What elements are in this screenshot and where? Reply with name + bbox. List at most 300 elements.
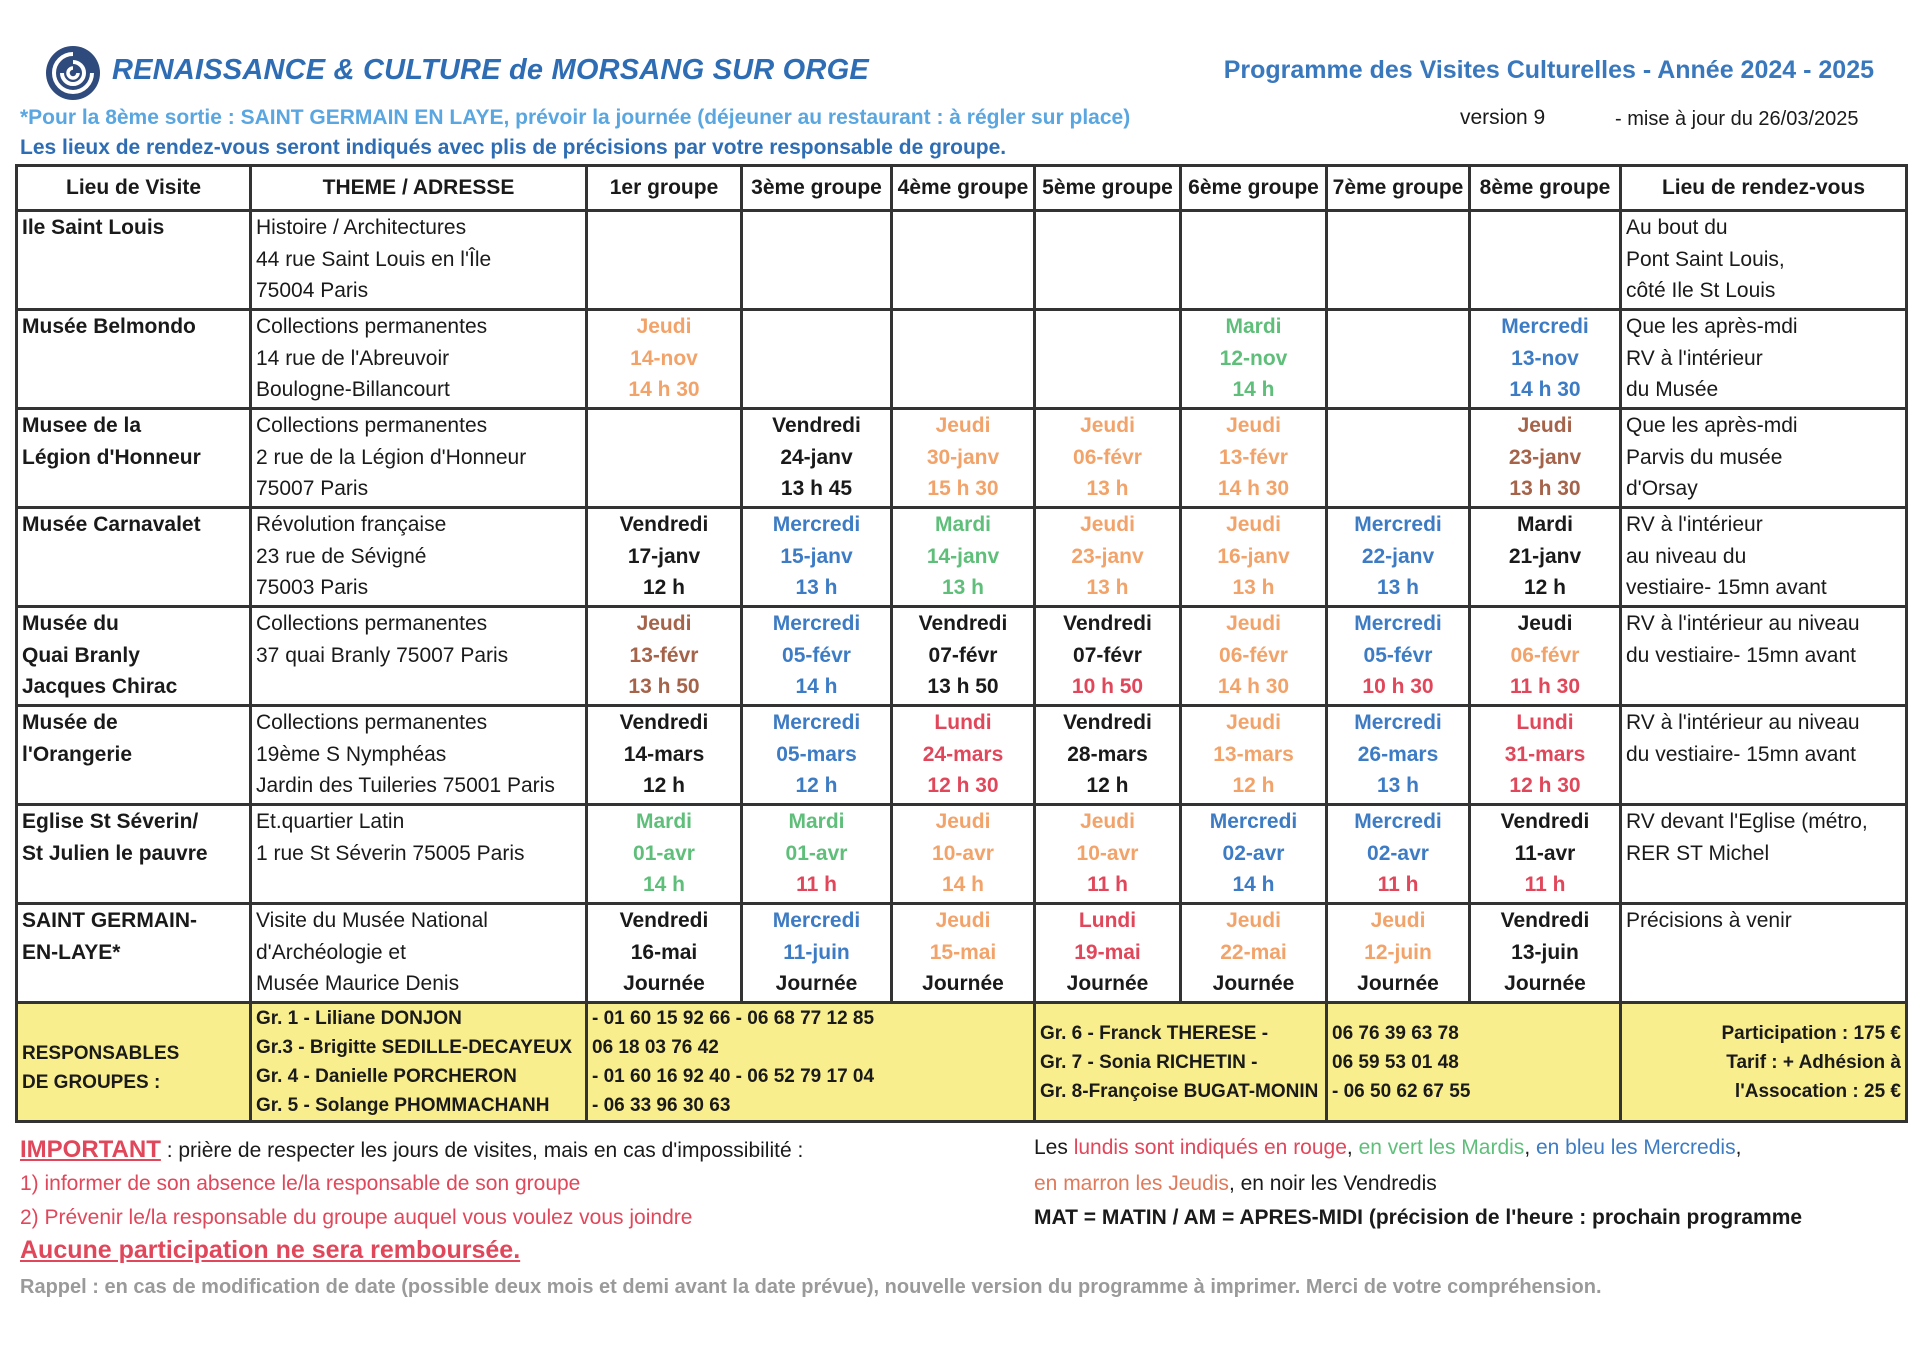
visit-day: Vendredi bbox=[1500, 909, 1590, 932]
visit-day: Lundi bbox=[934, 711, 992, 734]
visit-place-cell bbox=[17, 706, 251, 805]
legend-text: , bbox=[1346, 1136, 1359, 1159]
visit-place: Quai Branly bbox=[22, 643, 140, 667]
visit-date: 15-mai bbox=[929, 940, 997, 964]
table-row bbox=[17, 211, 1907, 310]
visit-time: Journée bbox=[775, 972, 858, 995]
meeting-place-line: RV à l'intérieur au niveau bbox=[1626, 612, 1860, 635]
visit-time: 14 h bbox=[941, 873, 985, 896]
meeting-place-cell bbox=[1621, 904, 1907, 1003]
legend-jeudis: en marron les Jeudis bbox=[1034, 1172, 1229, 1195]
responsables-title: DE GROUPES : bbox=[22, 1072, 161, 1093]
group-visit-cell bbox=[742, 607, 892, 706]
visit-time: 12 h bbox=[1086, 774, 1129, 797]
visit-day: Mercredi bbox=[772, 909, 861, 932]
meeting-place-line: Précisions à venir bbox=[1626, 909, 1792, 932]
theme-address-line: Boulogne-Billancourt bbox=[256, 378, 450, 401]
group-visit-cell bbox=[1327, 607, 1470, 706]
visit-place: St Julien le pauvre bbox=[22, 841, 208, 865]
visit-day: Mardi bbox=[1516, 513, 1573, 536]
visit-day: Vendredi bbox=[1063, 711, 1152, 734]
no-refund-notice: Aucune participation ne sera remboursée. bbox=[20, 1236, 521, 1264]
theme-address-line: Et.quartier Latin bbox=[256, 810, 405, 833]
visit-place-cell bbox=[17, 805, 251, 904]
visit-time: 15 h 30 bbox=[927, 477, 999, 500]
group-visit-cell bbox=[1470, 904, 1621, 1003]
group-visit-cell bbox=[1470, 706, 1621, 805]
meeting-place-line: RV à l'intérieur au niveau bbox=[1626, 711, 1860, 734]
visit-time: 13 h bbox=[795, 576, 838, 599]
visit-day: Jeudi bbox=[1226, 612, 1281, 635]
responsable-name: Gr. 6 - Franck THERESE - bbox=[1040, 1022, 1269, 1044]
visit-date: 05-févr bbox=[1363, 643, 1433, 667]
responsable-phone: - 01 60 16 92 40 - 06 52 79 17 04 bbox=[592, 1066, 875, 1087]
col-header: 3ème groupe bbox=[742, 166, 892, 211]
visit-date: 19-mai bbox=[1074, 940, 1141, 964]
legend-line-1 bbox=[1034, 1136, 1741, 1160]
theme-address-cell bbox=[251, 508, 587, 607]
group-visit-cell bbox=[742, 706, 892, 805]
visit-date: 13-juin bbox=[1511, 940, 1579, 964]
theme-address-line: 75004 Paris bbox=[256, 279, 369, 302]
group-visit-cell bbox=[587, 706, 742, 805]
visit-date: 01-avr bbox=[633, 841, 695, 865]
visit-time: 12 h bbox=[1523, 576, 1567, 599]
visit-place: Légion d'Honneur bbox=[22, 445, 201, 469]
responsables-row bbox=[17, 1003, 1907, 1122]
visit-day: Mercredi bbox=[1354, 810, 1442, 833]
theme-address-line: 19ème S Nymphéas bbox=[256, 742, 447, 766]
visit-day: Vendredi bbox=[918, 612, 1008, 635]
visit-day: Jeudi bbox=[1226, 414, 1281, 437]
table-row bbox=[17, 904, 1907, 1003]
reminder-text: Rappel : en cas de modification de date (possible deux mois et demi avant la date prévue), nouvelle version du programme à imprimer. Merci de votre compréhension. bbox=[20, 1276, 1602, 1298]
responsable-name: Gr. 4 - Danielle PORCHERON bbox=[256, 1066, 517, 1087]
responsable-name: Gr. 8-Françoise BUGAT-MONIN bbox=[1040, 1080, 1319, 1102]
theme-address-cell bbox=[251, 805, 587, 904]
group-visit-cell bbox=[892, 508, 1035, 607]
visit-time: 13 h bbox=[1376, 576, 1420, 599]
meeting-place-line: Que les après-mdi bbox=[1626, 315, 1798, 338]
visit-time: 13 h bbox=[1086, 477, 1129, 500]
theme-address-line: Collections permanentes bbox=[256, 711, 488, 734]
visit-date: 23-janv bbox=[1508, 445, 1582, 469]
version-label: version 9 bbox=[1460, 106, 1546, 129]
meeting-place-line: vestiaire- 15mn avant bbox=[1626, 576, 1827, 599]
visit-day: Jeudi bbox=[935, 810, 991, 833]
meeting-place-line: Que les après-mdi bbox=[1626, 414, 1798, 437]
visit-date: 12-nov bbox=[1219, 346, 1288, 370]
theme-address-line: 44 rue Saint Louis en l'Île bbox=[256, 247, 492, 271]
responsable-name: Gr. 7 - Sonia RICHETIN - bbox=[1040, 1051, 1258, 1073]
visit-place-cell bbox=[17, 310, 251, 409]
theme-address-cell bbox=[251, 904, 587, 1003]
visit-time: 12 h bbox=[1232, 774, 1275, 797]
group-visit-cell bbox=[742, 409, 892, 508]
visit-day: Mardi bbox=[934, 513, 991, 536]
visit-day: Jeudi bbox=[1080, 810, 1135, 833]
visit-day: Jeudi bbox=[636, 612, 692, 635]
group-visit-cell bbox=[1181, 607, 1327, 706]
visit-date: 11-avr bbox=[1514, 841, 1576, 865]
visit-day: Jeudi bbox=[1226, 909, 1281, 932]
visit-day: Mercredi bbox=[1354, 711, 1442, 734]
visit-date: 22-mai bbox=[1220, 940, 1287, 964]
visit-date: 10-avr bbox=[1076, 841, 1139, 865]
col-header: 6ème groupe bbox=[1181, 166, 1327, 211]
theme-address-line: Collections permanentes bbox=[256, 315, 488, 338]
note-8th-outing: *Pour la 8ème sortie : SAINT GERMAIN EN LAYE, prévoir la journée (déjeuner au restaurant : à régler sur place) bbox=[20, 106, 1131, 129]
meeting-place-line: RV à l'intérieur bbox=[1626, 346, 1763, 370]
visit-day: Vendredi bbox=[619, 513, 709, 536]
meeting-place-line: RV devant l'Eglise (métro, bbox=[1626, 810, 1868, 833]
visit-time: Journée bbox=[1212, 972, 1295, 995]
group-visit-cell bbox=[892, 607, 1035, 706]
participation-line: l'Assocation : 25 € bbox=[1734, 1080, 1901, 1102]
group-visit-cell bbox=[587, 508, 742, 607]
visit-date: 14-mars bbox=[623, 742, 705, 766]
group-visit-cell bbox=[1035, 211, 1181, 310]
group-visit-cell bbox=[587, 211, 742, 310]
group-visit-cell bbox=[742, 310, 892, 409]
visit-time: 13 h bbox=[941, 576, 985, 599]
table-row bbox=[17, 607, 1907, 706]
table-header-row bbox=[17, 166, 1907, 211]
group-visit-cell bbox=[1181, 904, 1327, 1003]
visit-date: 06-févr bbox=[1073, 445, 1142, 469]
group-visit-cell bbox=[1327, 409, 1470, 508]
group-visit-cell bbox=[1327, 211, 1470, 310]
theme-address-line: 75003 Paris bbox=[256, 576, 369, 599]
important-line bbox=[20, 1136, 803, 1164]
visit-day: Mercredi bbox=[1354, 513, 1442, 536]
visit-day: Mardi bbox=[635, 810, 692, 833]
visit-day: Jeudi bbox=[636, 315, 692, 338]
visit-day: Lundi bbox=[1078, 909, 1137, 932]
visit-place: EN-LAYE* bbox=[22, 940, 121, 964]
responsable-phone: - 06 50 62 67 55 bbox=[1332, 1080, 1471, 1102]
visit-time: 14 h 30 bbox=[1217, 675, 1290, 698]
visit-day: Mercredi bbox=[772, 711, 861, 734]
legend-mat-am: MAT = MATIN / AM = APRES-MIDI (précision de l'heure : prochain programme bbox=[1034, 1206, 1803, 1229]
visit-time: 11 h bbox=[1524, 873, 1566, 896]
group-visit-cell bbox=[1470, 607, 1621, 706]
visit-date: 13-nov bbox=[1511, 346, 1579, 370]
program-title: Programme des Visites Culturelles - Année 2024 - 2025 bbox=[1223, 56, 1874, 84]
update-date: - mise à jour du 26/03/2025 bbox=[1615, 108, 1859, 130]
responsable-phone: - 06 33 96 30 63 bbox=[592, 1095, 731, 1116]
visit-time: Journée bbox=[1066, 972, 1149, 995]
visit-date: 31-mars bbox=[1504, 742, 1586, 766]
group-visit-cell bbox=[587, 904, 742, 1003]
visit-day: Vendredi bbox=[1063, 612, 1152, 635]
visit-time: 13 h 30 bbox=[1509, 477, 1581, 500]
visit-day: Jeudi bbox=[935, 414, 991, 437]
col-header: 4ème groupe bbox=[892, 166, 1035, 211]
theme-address-line: Révolution française bbox=[256, 513, 447, 536]
visit-date: 23-janv bbox=[1071, 544, 1144, 568]
visit-date: 16-janv bbox=[1217, 544, 1290, 568]
page-header bbox=[44, 44, 1874, 104]
group-visit-cell bbox=[1470, 310, 1621, 409]
group-visit-cell bbox=[1470, 508, 1621, 607]
col-header: 8ème groupe bbox=[1470, 166, 1621, 211]
visit-time: 14 h 30 bbox=[628, 378, 700, 401]
theme-address-line: 1 rue St Séverin 75005 Paris bbox=[256, 841, 525, 865]
participation-line: Tarif : + Adhésion à bbox=[1726, 1051, 1901, 1073]
visit-time: 12 h bbox=[795, 774, 838, 797]
visit-place-cell bbox=[17, 211, 251, 310]
responsable-name: Gr. 1 - Liliane DONJON bbox=[256, 1008, 462, 1029]
group-visit-cell bbox=[1181, 409, 1327, 508]
group-visit-cell bbox=[1181, 211, 1327, 310]
theme-address-cell bbox=[251, 607, 587, 706]
visit-day: Jeudi bbox=[1370, 909, 1426, 932]
table-row bbox=[17, 805, 1907, 904]
theme-address-line: Visite du Musée National bbox=[256, 909, 488, 932]
visit-place-cell bbox=[17, 607, 251, 706]
visit-day: Vendredi bbox=[772, 414, 861, 437]
visit-time: Journée bbox=[922, 972, 1004, 995]
responsables-names-b bbox=[1035, 1003, 1327, 1122]
visit-day: Vendredi bbox=[619, 909, 709, 932]
visit-date: 26-mars bbox=[1357, 742, 1439, 766]
legend-mercredis: en bleu les Mercredis bbox=[1535, 1136, 1736, 1159]
group-visit-cell bbox=[892, 211, 1035, 310]
group-visit-cell bbox=[892, 706, 1035, 805]
visit-place: Musee de la bbox=[22, 414, 142, 437]
visit-time: 13 h bbox=[1232, 576, 1275, 599]
visit-time: 12 h 30 bbox=[1509, 774, 1581, 797]
group-visit-cell bbox=[1181, 805, 1327, 904]
visit-day: Jeudi bbox=[1080, 513, 1135, 536]
responsable-phone: 06 18 03 76 42 bbox=[592, 1037, 719, 1058]
organization-title: RENAISSANCE & CULTURE de MORSANG SUR ORGE bbox=[112, 54, 869, 86]
visit-day: Vendredi bbox=[1500, 810, 1590, 833]
col-header: THEME / ADRESSE bbox=[251, 166, 587, 211]
visit-day: Vendredi bbox=[619, 711, 709, 734]
visit-time: Journée bbox=[623, 972, 705, 995]
col-header: Lieu de rendez-vous bbox=[1621, 166, 1907, 211]
visit-time: 11 h bbox=[796, 873, 837, 896]
visit-place-cell bbox=[17, 409, 251, 508]
theme-address-line: Jardin des Tuileries 75001 Paris bbox=[256, 774, 555, 797]
visit-day: Mercredi bbox=[1209, 810, 1298, 833]
visit-time: Journée bbox=[1357, 972, 1439, 995]
theme-address-line: 2 rue de la Légion d'Honneur bbox=[256, 445, 527, 469]
visit-time: 14 h 30 bbox=[1217, 477, 1290, 500]
meeting-place-cell bbox=[1621, 409, 1907, 508]
visit-date: 16-mai bbox=[630, 940, 698, 964]
visit-date: 06-févr bbox=[1219, 643, 1288, 667]
table-row bbox=[17, 508, 1907, 607]
visit-time: 13 h bbox=[1086, 576, 1129, 599]
legend-text: , bbox=[1524, 1136, 1536, 1159]
group-visit-cell bbox=[742, 508, 892, 607]
responsable-name: Gr. 5 - Solange PHOMMACHANH bbox=[256, 1095, 550, 1116]
group-visit-cell bbox=[892, 310, 1035, 409]
visit-day: Mercredi bbox=[772, 513, 861, 536]
meeting-place-cell bbox=[1621, 310, 1907, 409]
visit-date: 28-mars bbox=[1067, 742, 1148, 766]
meeting-place-line: d'Orsay bbox=[1626, 477, 1698, 500]
legend-mardis: en vert les Mardis bbox=[1358, 1136, 1525, 1159]
visit-time: 13 h bbox=[1376, 774, 1420, 797]
group-visit-cell bbox=[1327, 805, 1470, 904]
group-visit-cell bbox=[1181, 706, 1327, 805]
col-header: Lieu de Visite bbox=[17, 166, 251, 211]
visit-time: 11 h 30 bbox=[1509, 675, 1581, 698]
group-visit-cell bbox=[1327, 904, 1470, 1003]
group-visit-cell bbox=[1470, 211, 1621, 310]
visit-day: Jeudi bbox=[1517, 612, 1573, 635]
group-visit-cell bbox=[1327, 508, 1470, 607]
group-visit-cell bbox=[892, 904, 1035, 1003]
group-visit-cell bbox=[1035, 805, 1181, 904]
theme-address-line: d'Archéologie et bbox=[256, 940, 406, 964]
important-label: IMPORTANT bbox=[20, 1136, 161, 1163]
group-visit-cell bbox=[1035, 706, 1181, 805]
visit-place: Ile Saint Louis bbox=[22, 216, 165, 239]
table-row bbox=[17, 310, 1907, 409]
visit-place: SAINT GERMAIN- bbox=[22, 909, 197, 932]
visit-date: 12-juin bbox=[1364, 940, 1432, 964]
responsable-name: Gr.3 - Brigitte SEDILLE-DECAYEUX bbox=[256, 1037, 573, 1058]
participation-cell bbox=[1621, 1003, 1907, 1122]
legend-lundis: lundis sont indiqués en rouge bbox=[1073, 1136, 1347, 1159]
theme-address-line: Musée Maurice Denis bbox=[256, 972, 460, 995]
visit-time: 10 h 30 bbox=[1362, 675, 1434, 698]
visit-time: 13 h 50 bbox=[628, 675, 700, 698]
visit-place: Musée du bbox=[22, 612, 119, 635]
visit-place: Musée Carnavalet bbox=[22, 513, 201, 536]
visit-time: 10 h 50 bbox=[1071, 675, 1144, 698]
participation-line: Participation : 175 € bbox=[1721, 1022, 1901, 1044]
group-visit-cell bbox=[587, 310, 742, 409]
visit-time: 14 h bbox=[1232, 378, 1275, 401]
visit-time: 11 h bbox=[1377, 873, 1419, 896]
group-visit-cell bbox=[892, 409, 1035, 508]
group-visit-cell bbox=[1327, 310, 1470, 409]
table-row bbox=[17, 706, 1907, 805]
theme-address-line: 37 quai Branly 75007 Paris bbox=[256, 643, 509, 667]
group-visit-cell bbox=[1181, 508, 1327, 607]
group-visit-cell bbox=[1035, 607, 1181, 706]
visit-day: Lundi bbox=[1516, 711, 1574, 734]
group-visit-cell bbox=[1035, 310, 1181, 409]
visit-date: 07-févr bbox=[1073, 643, 1142, 667]
visit-date: 10-avr bbox=[932, 841, 994, 865]
theme-address-cell bbox=[251, 706, 587, 805]
col-header: 7ème groupe bbox=[1327, 166, 1470, 211]
group-visit-cell bbox=[587, 409, 742, 508]
visit-time: 14 h 30 bbox=[1509, 378, 1581, 401]
group-visit-cell bbox=[742, 805, 892, 904]
visits-table bbox=[15, 164, 1908, 1123]
group-visit-cell bbox=[587, 805, 742, 904]
col-header: 1er groupe bbox=[587, 166, 742, 211]
table-row bbox=[17, 409, 1907, 508]
visit-date: 06-févr bbox=[1510, 643, 1580, 667]
visit-day: Mercredi bbox=[772, 612, 861, 635]
theme-address-cell bbox=[251, 211, 587, 310]
meeting-place-line: RER ST Michel bbox=[1626, 841, 1770, 865]
meeting-place-cell bbox=[1621, 805, 1907, 904]
visit-time: 12 h 30 bbox=[927, 774, 999, 797]
theme-address-line: Collections permanentes bbox=[256, 414, 488, 437]
visit-date: 13-févr bbox=[1219, 445, 1288, 469]
group-visit-cell bbox=[742, 904, 892, 1003]
visit-day: Jeudi bbox=[1226, 513, 1281, 536]
responsables-phones-b bbox=[1327, 1003, 1621, 1122]
meeting-place-line: côté Ile St Louis bbox=[1626, 279, 1776, 302]
theme-address-cell bbox=[251, 310, 587, 409]
meeting-place-line: au niveau du bbox=[1626, 544, 1747, 568]
rule-1: 1) informer de son absence le/la responsable de son groupe bbox=[20, 1172, 581, 1195]
meeting-place-cell bbox=[1621, 607, 1907, 706]
visit-date: 13-mars bbox=[1213, 742, 1294, 766]
responsables-names-a bbox=[251, 1003, 587, 1122]
visit-date: 17-janv bbox=[627, 544, 701, 568]
meeting-place-line: du vestiaire- 15mn avant bbox=[1626, 742, 1856, 766]
visit-date: 02-avr bbox=[1222, 841, 1285, 865]
group-visit-cell bbox=[587, 607, 742, 706]
visit-day: Jeudi bbox=[1517, 414, 1573, 437]
col-header: 5ème groupe bbox=[1035, 166, 1181, 211]
visit-date: 05-févr bbox=[782, 643, 851, 667]
group-visit-cell bbox=[1327, 706, 1470, 805]
visit-place: Jacques Chirac bbox=[22, 675, 178, 698]
visit-date: 11-juin bbox=[783, 940, 850, 964]
visit-day: Mardi bbox=[1225, 315, 1282, 338]
visit-day: Mercredi bbox=[1354, 612, 1442, 635]
group-visit-cell bbox=[1035, 508, 1181, 607]
theme-address-line: Collections permanentes bbox=[256, 612, 488, 635]
visit-day: Mardi bbox=[788, 810, 845, 833]
meeting-place-line: Au bout du bbox=[1626, 216, 1728, 239]
visit-date: 22-janv bbox=[1361, 544, 1435, 568]
visit-date: 07-févr bbox=[928, 643, 998, 667]
meeting-place-line: du vestiaire- 15mn avant bbox=[1626, 643, 1856, 667]
note-meeting-places: Les lieux de rendez-vous seront indiqués avec plis de précisions par votre responsable de groupe. bbox=[20, 136, 1007, 159]
visit-date: 14-nov bbox=[630, 346, 698, 370]
theme-address-line: 75007 Paris bbox=[256, 477, 369, 500]
visit-time: 14 h bbox=[642, 873, 686, 896]
meeting-place-line: RV à l'intérieur bbox=[1626, 513, 1763, 536]
visit-date: 21-janv bbox=[1508, 544, 1582, 568]
rule-2: 2) Prévenir le/la responsable du groupe auquel vous voulez vous joindre bbox=[20, 1206, 693, 1229]
visit-place: Musée Belmondo bbox=[22, 315, 196, 338]
legend-vendredis: , en noir les Vendredis bbox=[1228, 1172, 1437, 1195]
responsable-phone: 06 59 53 01 48 bbox=[1332, 1051, 1459, 1073]
group-visit-cell bbox=[1470, 805, 1621, 904]
visit-date: 15-janv bbox=[780, 544, 853, 568]
theme-address-line: 23 rue de Sévigné bbox=[256, 544, 427, 568]
group-visit-cell bbox=[892, 805, 1035, 904]
visit-date: 24-mars bbox=[922, 742, 1004, 766]
responsable-phone: - 01 60 15 92 66 - 06 68 77 12 85 bbox=[592, 1008, 875, 1029]
visit-time: 13 h 45 bbox=[780, 477, 853, 500]
visit-day: Jeudi bbox=[935, 909, 991, 932]
visit-date: 13-févr bbox=[629, 643, 699, 667]
visit-date: 24-janv bbox=[780, 445, 853, 469]
visit-time: 13 h 50 bbox=[927, 675, 999, 698]
legend-line-2 bbox=[1034, 1172, 1437, 1196]
visit-time: 12 h bbox=[642, 576, 686, 599]
visit-place-cell bbox=[17, 904, 251, 1003]
visit-place: Eglise St Séverin/ bbox=[22, 810, 199, 833]
theme-address-cell bbox=[251, 409, 587, 508]
